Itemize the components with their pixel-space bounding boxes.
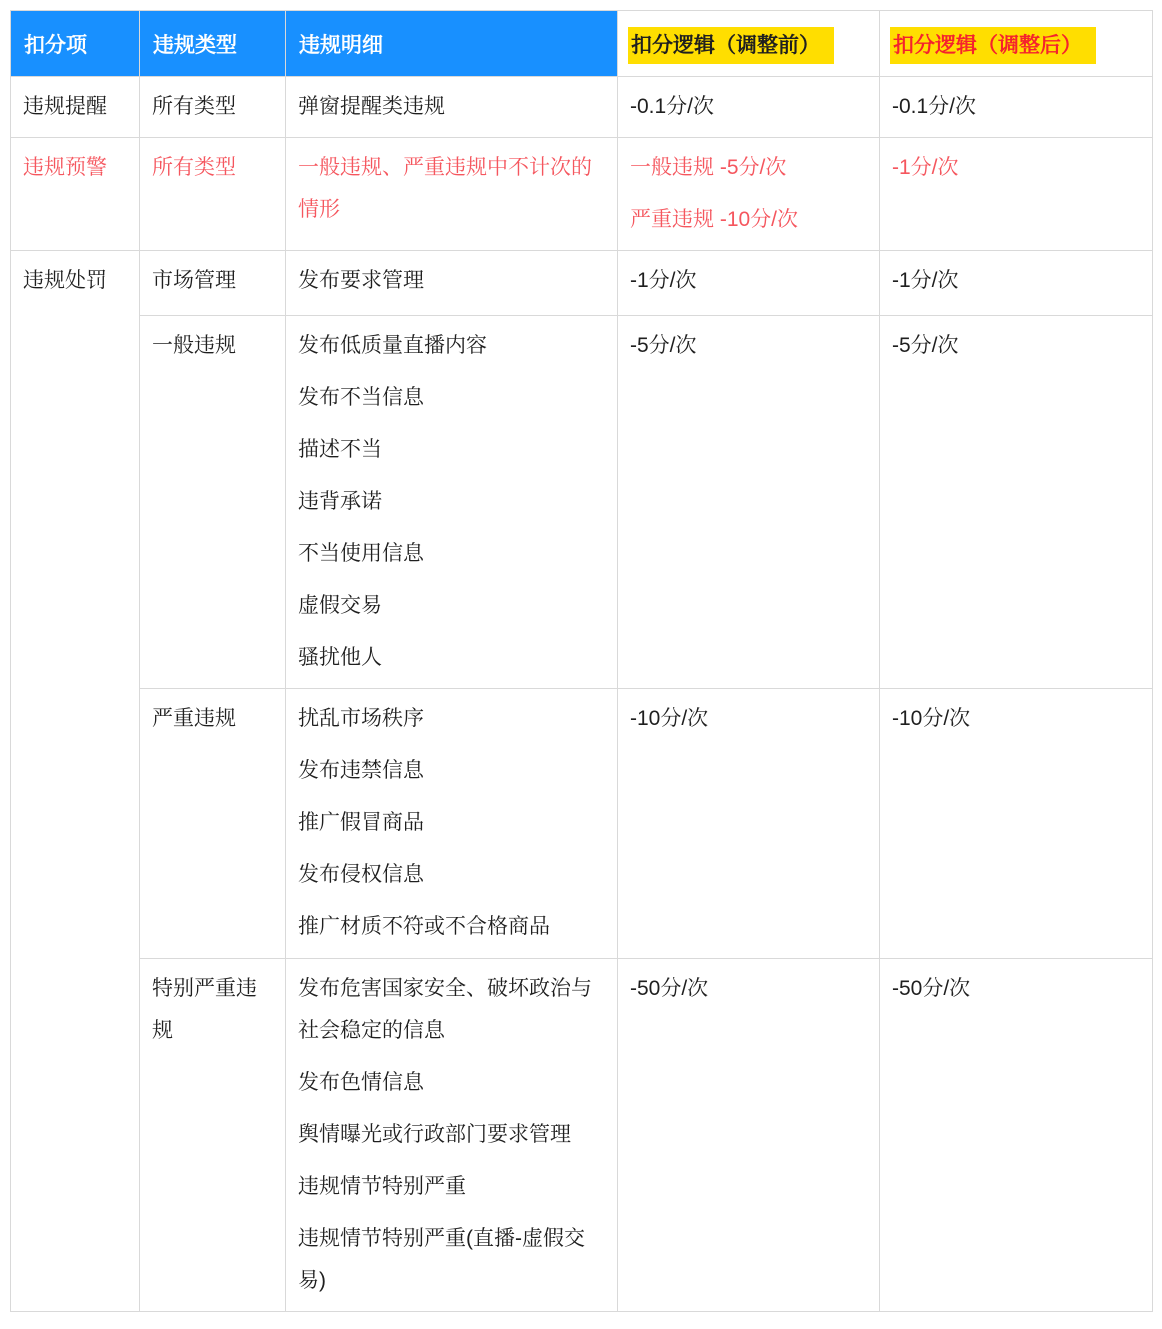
detail-line: 违背承诺 (298, 490, 382, 513)
cell-type (140, 959, 286, 1312)
score-after: -10分/次 (892, 707, 971, 730)
score-before: -0.1分/次 (630, 95, 715, 118)
score-before: -10分/次 (630, 707, 709, 730)
cell-detail (286, 77, 618, 138)
detail-line: 舆情曝光或行政部门要求管理 (298, 1123, 571, 1146)
score-before: -1分/次 (630, 269, 697, 292)
detail-line: 发布侵权信息 (298, 863, 424, 886)
cell-after (880, 251, 1153, 316)
col-header-item: 扣分项 (11, 11, 140, 77)
cell-type (140, 77, 286, 138)
col-header-detail: 违规明细 (286, 11, 618, 77)
detail-line: 发布色情信息 (298, 1071, 424, 1094)
table-body (11, 77, 1153, 1312)
cell-before (618, 316, 880, 689)
item-label: 违规处罚 (23, 269, 107, 292)
cell-before (618, 959, 880, 1312)
table-row-reminder (11, 77, 1153, 138)
detail-line: 描述不当 (298, 438, 382, 461)
detail-line: 发布不当信息 (298, 386, 424, 409)
cell-item (11, 138, 140, 251)
cell-type (140, 138, 286, 251)
detail-line: 违规情节特别严重(直播-虚假交易) (298, 1227, 585, 1292)
cell-before (618, 138, 880, 251)
cell-type (140, 251, 286, 316)
detail-line: 发布要求管理 (298, 269, 424, 292)
item-label: 违规提醒 (23, 95, 107, 118)
highlight-before: 扣分逻辑（调整前） (628, 27, 834, 64)
score-before: 严重违规 -10分/次 (630, 208, 799, 231)
header-row (11, 11, 1153, 77)
type-label: 一般违规 (152, 334, 236, 357)
detail-line: 违规情节特别严重 (298, 1175, 466, 1198)
score-after: -1分/次 (892, 269, 959, 292)
cell-item (11, 77, 140, 138)
detail-line: 一般违规、严重违规中不计次的情形 (298, 156, 592, 221)
table-row-extreme-violation (11, 959, 1153, 1312)
type-label: 所有类型 (152, 95, 236, 118)
score-after: -5分/次 (892, 334, 959, 357)
cell-after (880, 959, 1153, 1312)
detail-line: 骚扰他人 (298, 646, 382, 669)
score-after: -50分/次 (892, 977, 971, 1000)
col-header-before (618, 11, 880, 77)
table-header (11, 11, 1153, 77)
type-label: 所有类型 (152, 156, 236, 179)
detail-line: 发布违禁信息 (298, 759, 424, 782)
score-before: -5分/次 (630, 334, 697, 357)
detail-line: 发布低质量直播内容 (298, 334, 487, 357)
deduction-rules-table (10, 10, 1153, 1312)
table-row-warning (11, 138, 1153, 251)
cell-after (880, 316, 1153, 689)
detail-line: 虚假交易 (298, 594, 382, 617)
cell-detail (286, 689, 618, 959)
cell-type (140, 689, 286, 959)
highlight-after: 扣分逻辑（调整后） (890, 27, 1096, 64)
cell-detail (286, 251, 618, 316)
type-label: 严重违规 (152, 707, 236, 730)
cell-after (880, 138, 1153, 251)
score-after: -0.1分/次 (892, 95, 977, 118)
cell-item-punishment (11, 251, 140, 1312)
detail-line: 不当使用信息 (298, 542, 424, 565)
cell-detail (286, 959, 618, 1312)
cell-detail (286, 138, 618, 251)
detail-line: 发布危害国家安全、破坏政治与社会稳定的信息 (298, 977, 592, 1042)
detail-line: 弹窗提醒类违规 (298, 95, 445, 118)
col-header-type: 违规类型 (140, 11, 286, 77)
type-label: 市场管理 (152, 269, 236, 292)
table-row-general-violation (11, 316, 1153, 689)
item-label: 违规预警 (23, 156, 107, 179)
detail-line: 扰乱市场秩序 (298, 707, 424, 730)
col-header-after (880, 11, 1153, 77)
cell-before (618, 251, 880, 316)
cell-detail (286, 316, 618, 689)
detail-line: 推广假冒商品 (298, 811, 424, 834)
score-before: -50分/次 (630, 977, 709, 1000)
detail-line: 推广材质不符或不合格商品 (298, 915, 550, 938)
cell-before (618, 77, 880, 138)
cell-type (140, 316, 286, 689)
score-before: 一般违规 -5分/次 (630, 156, 787, 179)
cell-after (880, 77, 1153, 138)
score-after: -1分/次 (892, 156, 959, 179)
table-row-serious-violation (11, 689, 1153, 959)
cell-after (880, 689, 1153, 959)
table-row-punish-market (11, 251, 1153, 316)
cell-before (618, 689, 880, 959)
type-label: 特别严重违规 (152, 977, 257, 1042)
